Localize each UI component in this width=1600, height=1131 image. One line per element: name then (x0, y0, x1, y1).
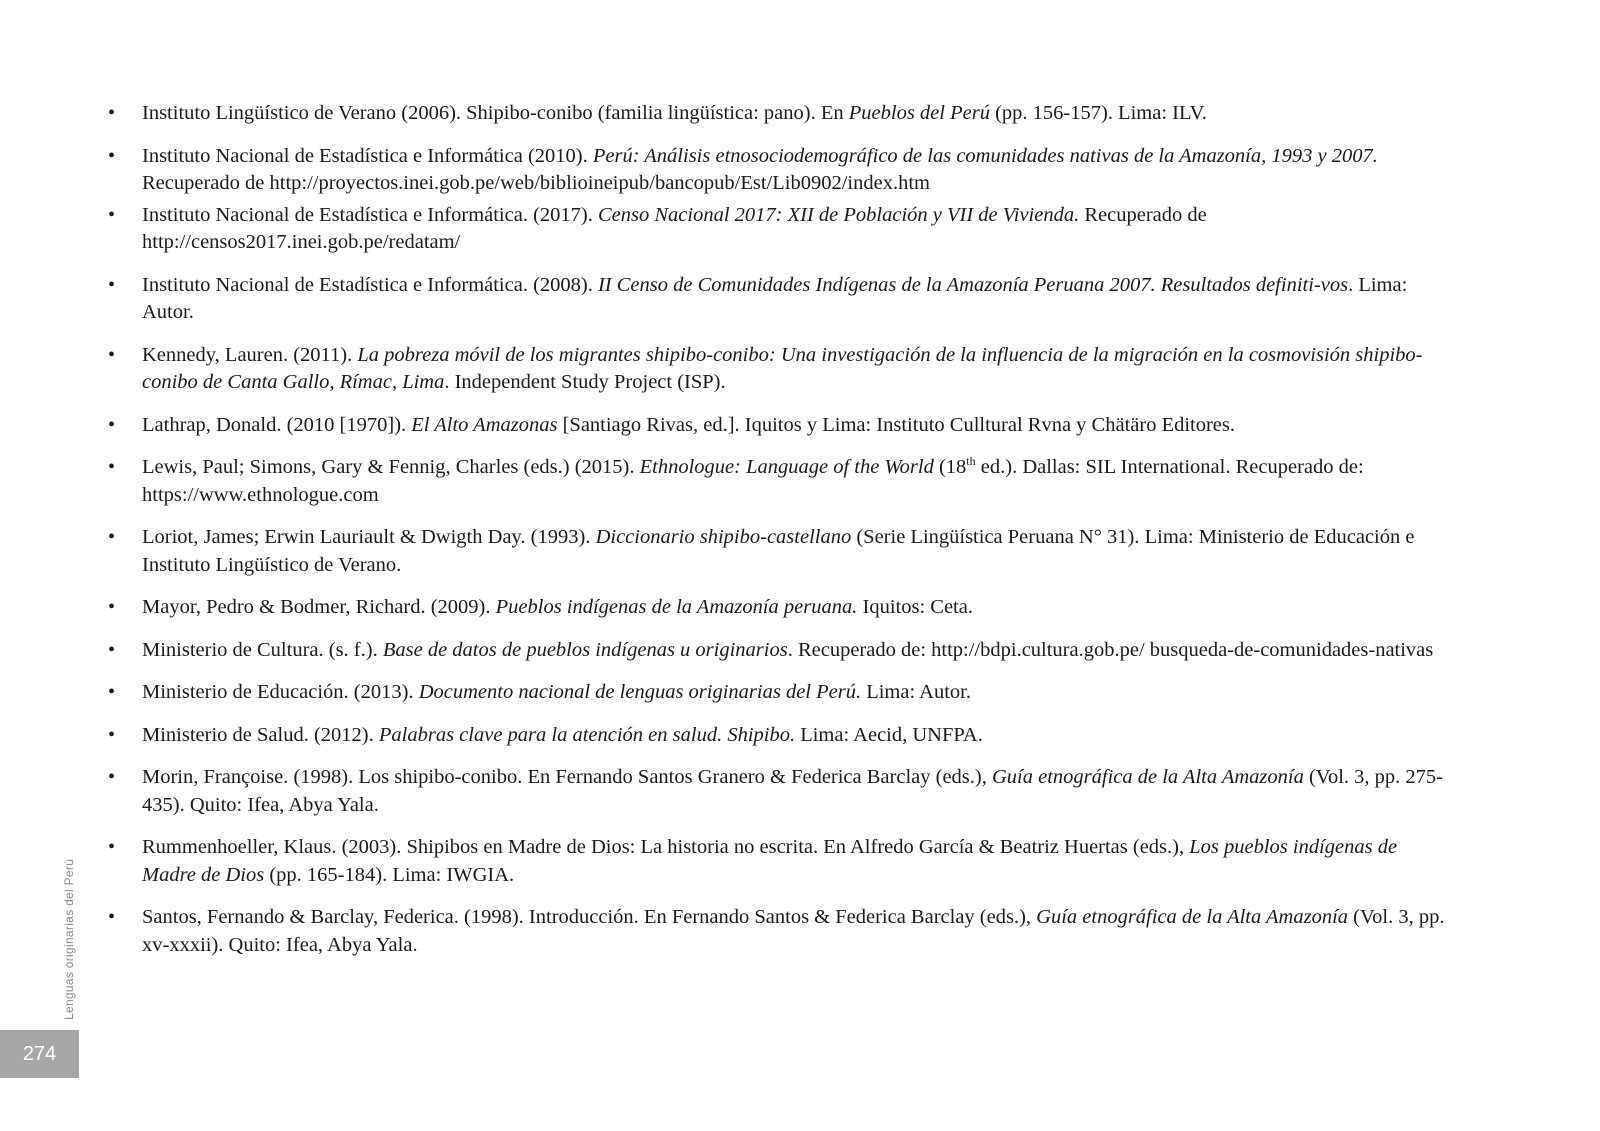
bullet-icon: • (108, 596, 116, 618)
reference-title: II Censo de Comunidades Indígenas de la Amazonía Peruana 2007. Resultados definiti-vos (597, 273, 1349, 296)
bullet-icon: • (108, 766, 116, 788)
reference-title: Palabras clave para la atención en salud. Shipibo. (378, 723, 796, 746)
bullet-icon: • (108, 836, 116, 858)
bullet-icon: • (108, 144, 116, 167)
reference-item (108, 412, 1448, 440)
reference-segment: (pp. 165-184). Lima: IWGIA. (264, 863, 515, 886)
reference-title: Ethnologue: Language of the World (639, 456, 934, 478)
reference-segment: Ministerio de Cultura. (s. f.). (142, 638, 383, 661)
reference-text (142, 681, 971, 703)
reference-title: Pueblos del Perú (848, 102, 990, 124)
bullet-icon: • (108, 273, 116, 296)
bullet-icon: • (108, 906, 116, 928)
reference-segment: (18 (933, 456, 967, 478)
book-title-side-label: Lenguas originarias del Perú (62, 858, 76, 1020)
reference-title: El Alto Amazonas (411, 413, 558, 436)
page-number: 274 (22, 1042, 57, 1065)
reference-segment: ed.). Dallas: SIL International. Recuperado de: https://www.ethnologue.com (142, 456, 1364, 506)
bullet-icon: • (108, 456, 116, 478)
reference-segment: Instituto Nacional de Estadística e Informática. (2017). (142, 203, 598, 226)
reference-title: Diccionario shipibo-castellano (595, 526, 852, 548)
bullet-icon: • (108, 413, 116, 436)
reference-title: Documento nacional de lenguas originarias del Perú. (418, 681, 862, 703)
reference-text (142, 414, 1235, 436)
reference-segment: Iquitos: Ceta. (857, 596, 973, 618)
reference-item (108, 100, 1448, 128)
reference-segment: Instituto Lingüístico de Verano (2006). Shipibo-conibo (familia lingüística: pano). En (142, 102, 849, 124)
reference-segment: Lima: Autor. (861, 681, 971, 703)
reference-item (108, 594, 1448, 622)
reference-segment: . Recuperado de: http://bdpi.cultura.gob.pe/ busqueda-de-comunidades-nativas (787, 638, 1434, 661)
reference-title: Guía etnográfica de la Alta Amazonía (991, 766, 1304, 788)
reference-title: Los pueblos indígenas de Madre de Dios (142, 836, 1398, 886)
reference-title: Perú: Análisis etnosociodemográfico de las comunidades nativas de la Amazonía, 1993 y 2007. (592, 144, 1378, 167)
reference-segment: [Santiago Rivas, ed.]. Iquitos y Lima: Instituto Culltural Rvna y Chätäro Editores. (557, 413, 1236, 436)
reference-segment: Santos, Fernando & Barclay, Federica. (1998). Introducción. En Fernando Santos & Federica Barclay (eds.), (142, 906, 1037, 928)
reference-segment: (Vol. 3, pp. xv-xxxii). Quito: Ifea, Abya Yala. (142, 906, 1445, 956)
reference-item (108, 904, 1448, 959)
reference-text (142, 456, 1364, 506)
reference-item (108, 454, 1448, 509)
reference-title: Guía etnográfica de la Alta Amazonía (1036, 906, 1349, 928)
reference-text (142, 596, 973, 618)
reference-segment: Lima: Aecid, UNFPA. (795, 723, 983, 746)
reference-text (142, 639, 1433, 661)
reference-segment: Morin, Françoise. (1998). Los shipibo-conibo. En Fernando Santos Granero & Federica Barclay (eds.), (142, 766, 992, 788)
bullet-icon: • (108, 723, 116, 746)
reference-text (142, 204, 1207, 254)
reference-segment: Rummenhoeller, Klaus. (2003). Shipibos en Madre de Dios: La historia no escrita. En Alfredo García & Beatriz Huertas (eds.), (142, 836, 1190, 858)
reference-item (108, 202, 1448, 257)
bullet-icon: • (108, 526, 116, 548)
reference-item (108, 143, 1448, 198)
reference-item (108, 637, 1448, 665)
reference-segment: (Serie Lingüística Peruana N° 31). Lima: Ministerio de Educación e Instituto Lingüístico de Verano. (142, 526, 1415, 576)
reference-segment: Recuperado de http://proyectos.inei.gob.pe/web/biblioineipub/bancopub/Est/Lib0902/index.htm (142, 172, 930, 194)
reference-segment: Recuperado de http://censos2017.inei.gob.pe/redatam/ (142, 203, 1207, 253)
reference-segment: . Independent Study Project (ISP). (444, 371, 726, 393)
reference-item (108, 679, 1448, 707)
reference-title: Pueblos indígenas de la Amazonía peruana. (495, 596, 858, 618)
reference-segment: Ministerio de Educación. (2013). (142, 681, 419, 703)
reference-item (108, 524, 1448, 579)
reference-item (108, 722, 1448, 750)
reference-list (108, 100, 1448, 974)
reference-segment: Lewis, Paul; Simons, Gary & Fennig, Charles (eds.) (2015). (142, 456, 640, 478)
reference-text (142, 274, 1407, 324)
reference-title: Base de datos de pueblos indígenas u originarios (382, 638, 788, 661)
reference-text (142, 102, 1207, 124)
reference-segment: Loriot, James; Erwin Lauriault & Dwigth Day. (1993). (142, 526, 596, 548)
reference-text (142, 344, 1423, 394)
reference-segment: Instituto Nacional de Estadística e Informática. (2008). (142, 273, 598, 296)
reference-text (142, 724, 983, 746)
reference-title: La pobreza móvil de los migrantes shipibo-conibo: Una investigación de la influencia de la migración en la cosmovisión shipibo-conibo de Canta Gallo, Rímac, Lima (142, 343, 1423, 393)
reference-title: Censo Nacional 2017: XII de Población y VII de Vivienda. (597, 203, 1080, 226)
reference-segment: . Lima: Autor. (142, 273, 1408, 323)
reference-text (142, 766, 1443, 816)
reference-segment: Lathrap, Donald. (2010 [1970]). (142, 413, 412, 436)
reference-segment: Mayor, Pedro & Bodmer, Richard. (2009). (142, 596, 496, 618)
reference-segment: (Vol. 3, pp. 275-435). Quito: Ifea, Abya Yala. (142, 766, 1443, 816)
bullet-icon: • (108, 681, 116, 703)
reference-segment: Ministerio de Salud. (2012). (142, 723, 379, 746)
reference-segment: Instituto Nacional de Estadística e Informática (2010). (142, 144, 593, 167)
reference-segment: Kennedy, Lauren. (2011). (142, 343, 358, 366)
bullet-icon: • (108, 343, 116, 366)
reference-item (108, 834, 1448, 889)
bullet-icon: • (108, 102, 116, 124)
reference-text (142, 145, 1378, 195)
reference-item (108, 764, 1448, 819)
page-number-box (0, 1030, 79, 1078)
bullet-icon: • (108, 638, 116, 661)
reference-text (142, 906, 1444, 956)
reference-item (108, 272, 1448, 327)
reference-text (142, 836, 1397, 886)
bullet-icon: • (108, 203, 116, 226)
reference-segment: th (966, 454, 976, 469)
reference-item (108, 342, 1448, 397)
reference-text (142, 526, 1414, 576)
reference-segment: (pp. 156-157). Lima: ILV. (989, 102, 1207, 124)
